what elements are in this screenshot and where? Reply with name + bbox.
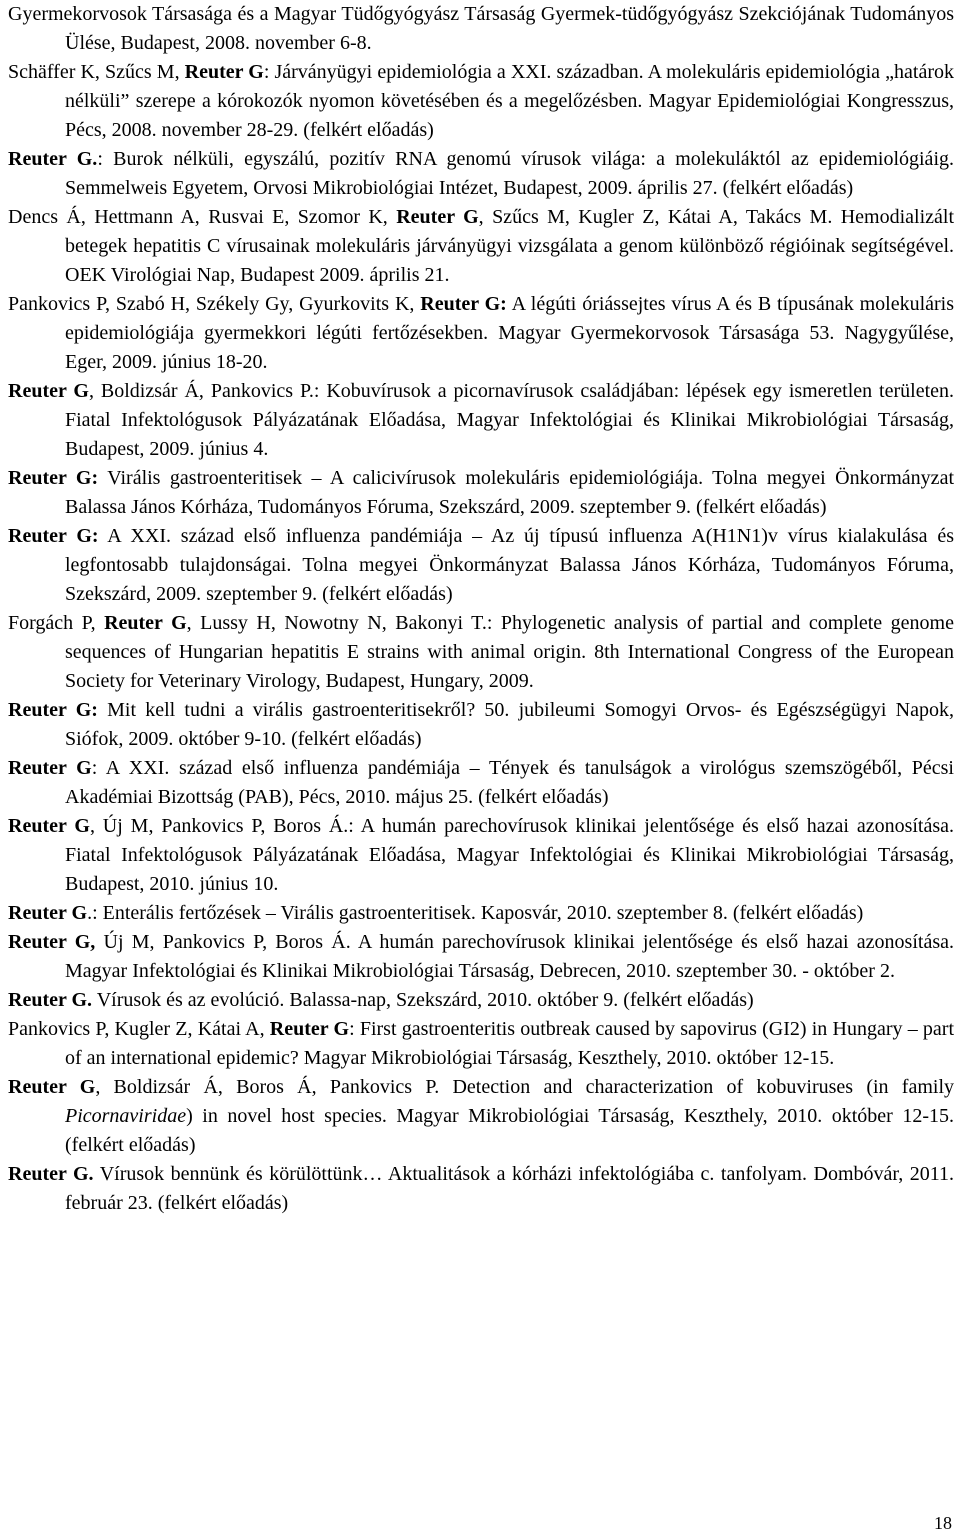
reference-text: Forgách P,	[8, 612, 105, 634]
reference-text: : Burok nélküli, egyszálú, pozitív RNA genomú vírusok világa: a molekuláktól az epidemiológiáig. Semmelweis Egyetem, Orvosi Mikrobiológiai Intézet, Budapest, 2009. április 27. (felkért előadás)	[65, 148, 954, 199]
italic-term: Picornaviridae	[65, 1105, 187, 1127]
reference-entry	[8, 928, 954, 986]
author-highlight: Reuter G	[269, 1018, 350, 1040]
reference-entry	[8, 696, 954, 754]
author-highlight: Reuter G:	[420, 293, 507, 315]
reference-entry	[8, 522, 954, 609]
author-highlight: Reuter G	[8, 815, 90, 837]
page-number: 18	[934, 1513, 952, 1533]
author-highlight: Reuter G:	[8, 525, 99, 547]
author-highlight: Reuter G	[104, 612, 187, 634]
author-highlight: Reuter G	[8, 757, 92, 779]
reference-entry	[8, 58, 954, 145]
author-highlight: Reuter G.	[8, 989, 93, 1011]
reference-text: Virális gastroenteritisek – A calicivírusok molekuláris epidemiológiája. Tolna megyei Önkormányzat Balassa János Kórháza, Tudományos Fóruma, Szekszárd, 2009. szeptember 9. (felkért előadás)	[65, 467, 954, 518]
reference-text: Dencs Á, Hettmann A, Rusvai E, Szomor K,	[8, 206, 397, 228]
reference-entry	[8, 377, 954, 464]
reference-text: A légúti óriássejtes vírus A és B típusának molekuláris epidemiológiája gyermekkori légúti fertőzésekben. Magyar Gyermekorvosok Társasága 53. Nagygyűlése, Eger, 2009. június 18-20.	[65, 293, 954, 373]
reference-entry	[8, 899, 954, 928]
author-highlight: Reuter G	[396, 206, 479, 228]
author-highlight: Reuter G,	[8, 931, 96, 953]
reference-entry	[8, 812, 954, 899]
reference-entry	[8, 986, 954, 1015]
reference-text: .: Enterális fertőzések – Virális gastroenteritisek. Kaposvár, 2010. szeptember 8. (felkért előadás)	[87, 902, 864, 924]
reference-text: Új M, Pankovics P, Boros Á. A humán parechovírusok klinikai jelentősége és első hazai azonosítása. Magyar Infektológiai és Klinikai Mikrobiológiai Társaság, Debrecen, 2010. szeptember 30. - október 2.	[65, 931, 954, 982]
author-highlight: Reuter G.	[8, 148, 98, 170]
reference-text: Vírusok és az evolúció. Balassa-nap, Szekszárd, 2010. október 9. (felkért előadás)	[92, 989, 754, 1011]
reference-text: : Járványügyi epidemiológia a XXI. században. A molekuláris epidemiológia „határok nélküli” szerepe a kórokozók nyomon követésében és a megelőzésben. Magyar Epidemiológiai Kongresszus, Pécs, 2008. november 28-29. (felkért előadás)	[65, 61, 954, 141]
reference-text: , Lussy H, Nowotny N, Bakonyi T.: Phylogenetic analysis of partial and complete genome sequences of Hungarian hepatitis E strains with animal origin. 8th International Congress of the European Society for Veterinary Virology, Budapest, Hungary, 2009.	[65, 612, 954, 692]
reference-entry	[8, 0, 954, 58]
reference-entry	[8, 203, 954, 290]
reference-text: Pankovics P, Szabó H, Székely Gy, Gyurkovits K,	[8, 293, 421, 315]
reference-text: Vírusok bennünk és körülöttünk… Aktualitások a kórházi infektológiába c. tanfolyam. Dombóvár, 2011. február 23. (felkért előadás)	[65, 1163, 954, 1214]
reference-text: , Szűcs M, Kugler Z, Kátai A, Takács M. Hemodializált betegek hepatitis C vírusainak molekuláris járványügyi vizsgálata a genom különböző régióinak segítségével. OEK Virológiai Nap, Budapest 2009. április 21.	[65, 206, 954, 286]
reference-text: , Új M, Pankovics P, Boros Á.: A humán parechovírusok klinikai jelentősége és első hazai azonosítása. Fiatal Infektológusok Pályázatának Előadása, Magyar Infektológiai és Klinikai Mikrobiológiai Társaság, Budapest, 2010. június 10.	[65, 815, 954, 895]
reference-entry	[8, 290, 954, 377]
author-highlight: Reuter G:	[8, 467, 99, 489]
reference-text: Schäffer K, Szűcs M,	[8, 61, 185, 83]
reference-entry	[8, 609, 954, 696]
author-highlight: Reuter G:	[8, 699, 98, 721]
reference-text: : A XXI. század első influenza pandémiája – Tények és tanulságok a virológus szemszögéből, Pécsi Akadémiai Bizottság (PAB), Pécs, 2010. május 25. (felkért előadás)	[65, 757, 954, 808]
reference-text: , Boldizsár Á, Boros Á, Pankovics P. Detection and characterization of kobuviruses (in family	[95, 1076, 954, 1098]
reference-text: Mit kell tudni a virális gastroenteritisekről? 50. jubileumi Somogyi Orvos- és Egészségügyi Napok, Siófok, 2009. október 9-10. (felkért előadás)	[65, 699, 954, 750]
reference-entry	[8, 754, 954, 812]
reference-text: ) in novel host species. Magyar Mikrobiológiai Társaság, Keszthely, 2010. október 12-15. (felkért előadás)	[65, 1105, 954, 1156]
author-highlight: Reuter G	[8, 902, 88, 924]
reference-text: , Boldizsár Á, Pankovics P.: Kobuvírusok a picornavírusok családjában: lépések egy ismeretlen területen. Fiatal Infektológusok Pályázatának Előadása, Magyar Infektológiai és Klinikai Mikrobiológiai Társaság, Budapest, 2009. június 4.	[65, 380, 955, 460]
reference-text: Gyermekorvosok Társasága és a Magyar Tüdőgyógyász Társaság Gyermek-tüdőgyógyász Szekciójának Tudományos Ülése, Budapest, 2008. november 6-8.	[8, 3, 954, 54]
author-highlight: Reuter G	[8, 380, 89, 402]
reference-entry	[8, 1015, 954, 1073]
author-highlight: Reuter G	[184, 61, 264, 83]
reference-entry	[8, 145, 954, 203]
reference-entry	[8, 1160, 954, 1218]
author-highlight: Reuter G	[8, 1076, 96, 1098]
reference-entry	[8, 1073, 954, 1160]
author-highlight: Reuter G.	[8, 1163, 94, 1185]
reference-text: : First gastroenteritis outbreak caused by sapovirus (GI2) in Hungary – part of an international epidemic? Magyar Mikrobiológiai Társaság, Keszthely, 2010. október 12-15.	[65, 1018, 955, 1069]
reference-text: A XXI. század első influenza pandémiája – Az új típusú influenza A(H1N1)v vírus kialakulása és legfontosabb tulajdonságai. Tolna megyei Önkormányzat Balassa János Kórháza, Tudományos Fóruma, Szekszárd, 2009. szeptember 9. (felkért előadás)	[65, 525, 954, 605]
reference-entry	[8, 464, 954, 522]
reference-list	[8, 0, 954, 1218]
reference-text: Pankovics P, Kugler Z, Kátai A,	[8, 1018, 270, 1040]
